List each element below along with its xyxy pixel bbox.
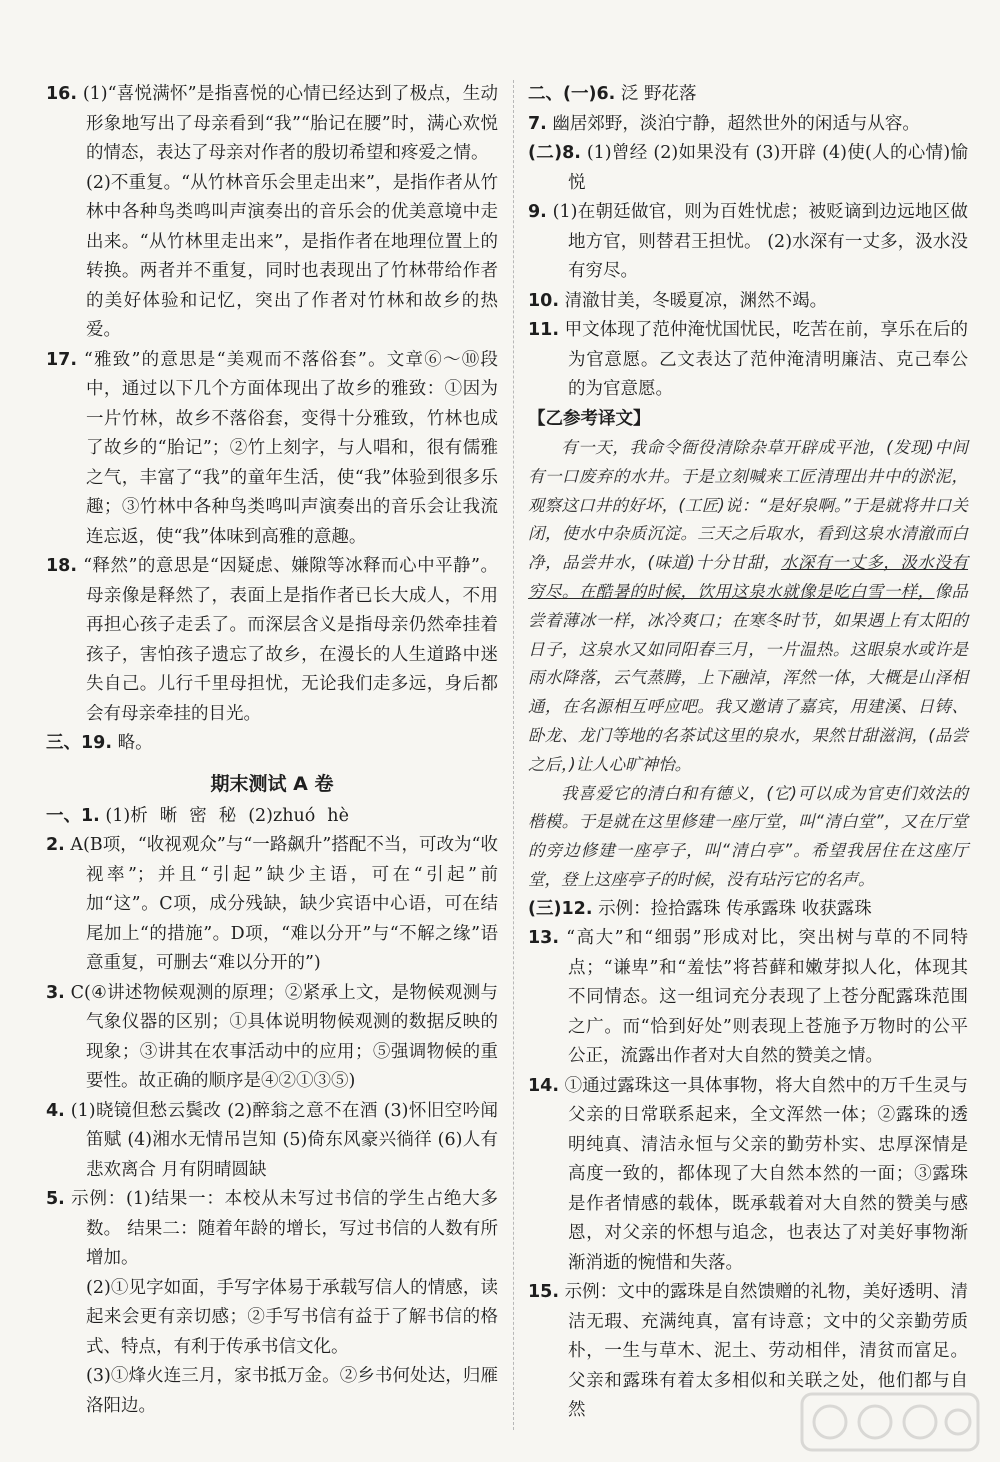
answer-text: 示例：(1)结果一：本校从未写过书信的学生占绝大多数。 结果二：随着年龄的增长，写过书信的人数有所增加。	[71, 1189, 498, 1268]
answer-10	[528, 287, 968, 317]
left-column	[46, 80, 498, 1421]
answer-number: 14.	[528, 1075, 560, 1096]
answer-number: 4.	[46, 1100, 65, 1121]
answer-number: 一、1.	[46, 805, 100, 826]
answer-11	[528, 316, 968, 405]
answer-text: “雅致”的意思是“美观而不落俗套”。文章⑥～⑩段中，通过以下几个方面体现出了故乡的雅致：①因为一片竹林，故乡不落俗套，变得十分雅致，竹林也成了故乡的“胎记”；②竹上刻字，与人唱和，很有儒雅之气，丰富了“我”的童年生活，使“我”体验到很多乐趣；③竹林中各种鸟类鸣叫声演奏出的音乐会让我流连忘返，使“我”体味到高雅的意趣。	[83, 349, 498, 547]
answer-text: 幽居郊野，淡泊宁静，超然世外的闲适与从容。	[552, 113, 920, 134]
answer-3	[46, 979, 498, 1097]
answer-text: (2)zhuó	[248, 805, 316, 826]
answer-text: “释然”的意思是“因疑虑、嫌隙等冰释而心中平静”。母亲像是释然了，表面上是指作者已长大成人，不用再担心孩子走丢了。而深层含义是指母亲仍然牵挂着孩子，害怕孩子遗忘了故乡，在漫长的人生道路中迷失自己。儿行千里母担忧，无论我们走多远，身后都会有母亲牵挂的目光。	[83, 556, 498, 724]
answer-text: C(④讲述物候观测的原理；②紧承上文，是物候观测与气象仪器的区别；①具体说明物候观测的数据反映的现象；③讲其在农事活动中的应用；⑤强调物候的重要性。故正确的顺序是④②①③⑤)	[70, 982, 498, 1091]
answer-text: hè	[327, 805, 349, 826]
answer-text: 甲文体现了范仲淹忧国忧民，吃苦在前，享乐在后的为官意愿。乙文表达了范仲淹清明廉洁、克己奉公的为官意愿。	[564, 320, 968, 399]
translation-underlined-text: 水深有一丈多，汲水没有穷尽。在酷暑的时候，饮用这泉水就像是吃白雪一样，	[528, 553, 968, 601]
answer-number: 三、19.	[46, 733, 113, 753]
translation-title: 【乙参考译文】	[528, 408, 651, 429]
answer-number: 11.	[528, 320, 560, 340]
answer-text: (1)在朝廷做官，则为百姓忧虑；被贬谪到边远地区做地方官，则替君王担忧。 (2)水深有一丈多，汲水没有穷尽。	[552, 202, 968, 281]
answer-text: (1)“喜悦满怀”是指喜悦的心情已经达到了极点，生动形象地写出了母亲看到“我”“胎记在腰”时，满心欢悦的情态，表达了母亲对作者的殷切希望和疼爱之情。	[82, 84, 498, 163]
answer-4	[46, 1097, 498, 1186]
answer-number: 2.	[46, 835, 65, 855]
answer-9	[528, 198, 968, 287]
answer-number: (三)12.	[528, 898, 593, 919]
answer-text: 示例：捡拾露珠 传承露珠 收获露珠	[598, 898, 872, 919]
answer-17	[46, 346, 498, 553]
answer-text: 晰	[159, 805, 178, 826]
answer-number: 18.	[46, 556, 78, 576]
answer-text: ①通过露珠这一具体事物，将大自然中的万千生灵与父亲的日常联系起来，全文浑然一体；②露珠的透明纯真、清洁永恒与父亲的勤劳朴实、忠厚深情是高度一致的，都体现了大自然本然的一面；③露珠是作者情感的载体，既承载着对大自然的赞美与感恩，对父亲的怀想与追念，也表达了对美好事物渐渐消逝的惋惜和失落。	[564, 1075, 968, 1273]
answer-14	[528, 1072, 968, 1279]
answer-text: 秘	[218, 805, 237, 826]
answer-number: 5.	[46, 1189, 65, 1209]
translation-text: 像品尝着薄冰一样，冰冷爽口；在寒冬时节，如果遇上有太阳的日子，这泉水又如同阳春三月，一片温热。这眼泉水或许是雨水降落，云气蒸腾，上下融淖，浑然一体，大概是山泽相通，在名源相互呼应吧。我又邀请了嘉宾，用建溪、日铸、卧龙、龙门等地的名茶试这里的泉水，果然甘甜滋润，(品尝之后，)让人心旷神怡。	[528, 581, 969, 774]
answer-number: 9.	[528, 202, 547, 222]
answer-number: 13.	[528, 928, 560, 949]
answer-number: 10.	[528, 290, 560, 311]
answer-text: 清澈甘美，冬暖夏凉，渊然不竭。	[564, 290, 828, 311]
answer-12	[528, 895, 968, 925]
answer-text: A(B项，“收视观众”与“一路飙升”搭配不当，可改为“收视率”；并且“引起”缺少主语，可在“引起”前加“这”。C项，成分残缺，缺少宾语中心语，可在结尾加上“的措施”。D项，“难以分开”与“不解之缘”语意重复，可删去“难以分开的”)	[70, 835, 498, 973]
translation-paragraph-1	[528, 434, 968, 780]
answer-8	[528, 139, 968, 198]
answer-text: 泛 野花落	[620, 84, 697, 104]
answer-number: 16.	[46, 84, 78, 104]
answer-18	[46, 552, 498, 729]
answer-1	[46, 802, 498, 832]
answer-text: (1)曾经 (2)如果没有 (3)开辟 (4)使(人的心情)愉悦	[568, 143, 968, 193]
answer-2	[46, 831, 498, 979]
answer-7	[528, 110, 968, 140]
answer-number: 15.	[528, 1282, 560, 1303]
answer-text: 示例：文中的露珠是自然馈赠的礼物，美好透明、清洁无瑕、充满纯真，富有诗意；文中的父亲勤劳质朴，一生与草木、泥土、劳动相伴，清贫而富足。父亲和露珠有着太多相似和关联之处，他们都与自然	[564, 1282, 968, 1421]
answer-19	[46, 729, 498, 759]
answer-number: 7.	[528, 113, 547, 134]
answer-13	[528, 924, 968, 1072]
answer-5-part2: (2)①见字如面，手写字体易于承载写信人的情感，读起来会更有亲切感；②手写书信有益于了解书信的格式、特点，有利于传承书信文化。	[86, 1277, 498, 1357]
answer-5-part3: (3)①烽火连三月，家书抵万金。②乡书何处达，归雁洛阳边。	[86, 1366, 498, 1416]
right-column	[528, 80, 968, 1426]
exam-title: 期末测试 A 卷	[210, 772, 334, 795]
answer-text: 略。	[117, 733, 153, 753]
answer-number: 17.	[46, 349, 78, 370]
translation-paragraph-2: 我喜爱它的清白和有德义，(它)可以成为官吏们效法的楷模。于是就在这里修建一座厅堂，叫“清白堂”，又在厅堂的旁边修建一座亭子，叫“清白亭”。希望我居住在这座厅堂，登上这座亭子的时候，没有玷污它的名声。	[528, 783, 968, 889]
answer-text: (1)晓镜但愁云鬓改 (2)醉翁之意不在酒 (3)怀旧空吟闻笛赋 (4)湘水无情吊岂知 (5)倚东风豪兴徜徉 (6)人有悲欢离合 月有阴晴圆缺	[70, 1100, 498, 1180]
column-divider	[513, 80, 515, 1430]
answer-16-part1	[46, 80, 498, 169]
answer-number: 3.	[46, 982, 65, 1003]
answer-16-part2: (2)不重复。“从竹林音乐会里走出来”，是指作者从竹林中各种鸟类鸣叫声演奏出的音乐会的优美意境中走出来。“从竹林里走出来”，是指作者在地理位置上的转换。两者并不重复，同时也表现出了竹林带给作者的美好体验和记忆，突出了作者对竹林和故乡的热爱。	[86, 172, 498, 340]
answer-5-part1	[46, 1185, 498, 1274]
translation-text: 有一天，我命令衙役清除杂草开辟成平池，(发现)中间有一口废弃的水井。于是立刻喊来工匠清理出井中的淤泥，观察这口井的好坏，(工匠)说：“是好泉啊。”于是就将井口关闭，使水中杂质沉淀。三天之后取水，看到这泉水清澈而白净，品尝井水，(味道)十分甘甜，	[528, 438, 968, 573]
answer-number: 二、(一)6.	[528, 84, 616, 104]
watermark-logo-icon	[800, 1392, 980, 1452]
answer-6	[528, 80, 968, 110]
answer-text: “高大”和“细弱”形成对比，突出树与草的不同特点；“谦卑”和“羞怯”将苔藓和嫩芽拟人化，体现其不同情态。这一组词充分表现了上苍分配露珠范围之广。而“恰到好处”则表现上苍施予万物时的公平公正，流露出作者对大自然的赞美之情。	[566, 928, 968, 1067]
answer-number: (二)8.	[528, 143, 581, 163]
answer-text: 密	[189, 805, 207, 826]
answer-text: (1)析	[105, 805, 148, 826]
